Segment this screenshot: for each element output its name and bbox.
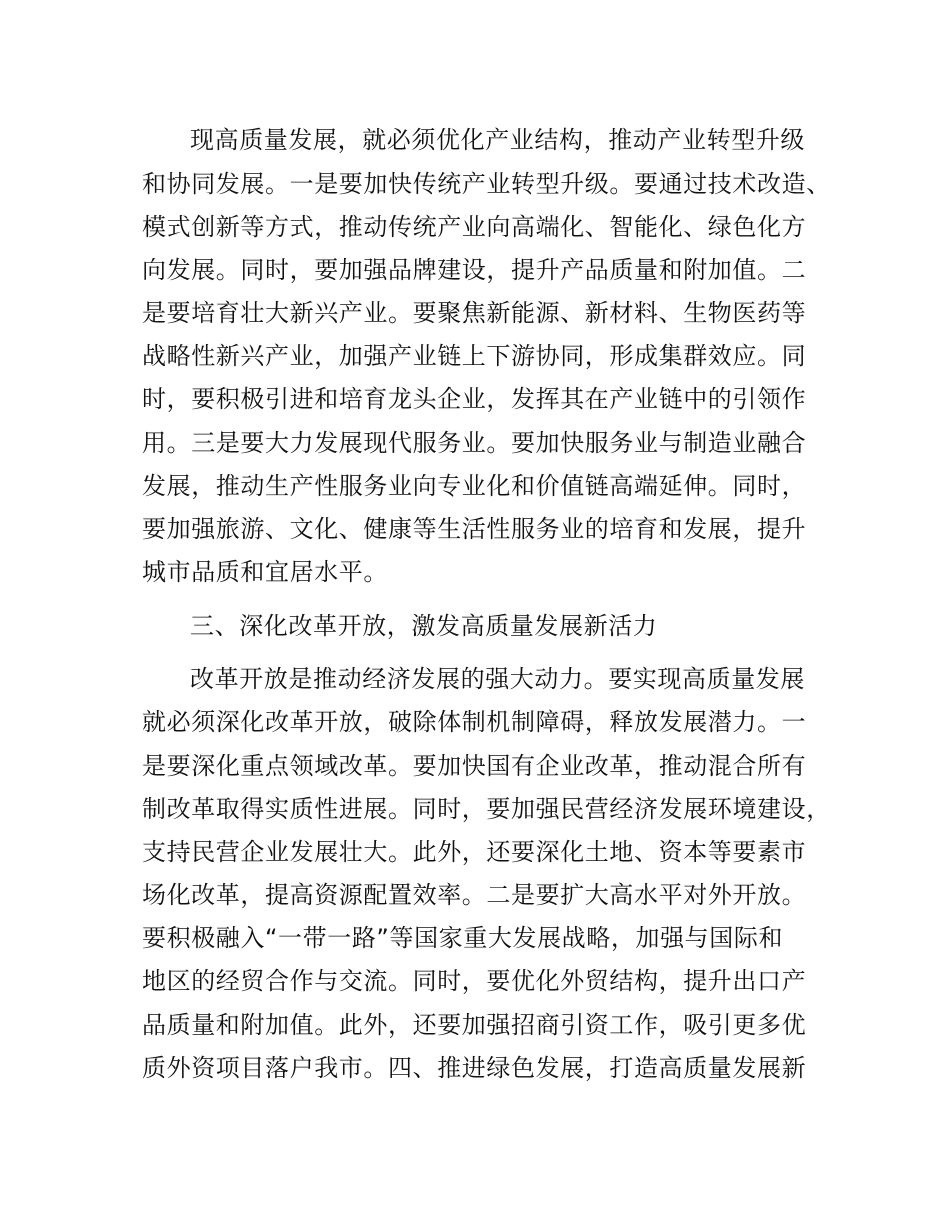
text-line: 和协同发展。一是要加快传统产业转型升级。要通过技术改造、 [142, 170, 831, 198]
text-line: 用。三是要大力发展现代服务业。要加快服务业与制造业融合 [142, 429, 807, 457]
text-line: 战略性新兴产业，加强产业链上下游协同，形成集群效应。同 [142, 342, 807, 370]
text-line: 要积极融入“一带一路”等国家重大发展战略，加强与国际和 [142, 924, 784, 952]
text-line: 向发展。同时，要加强品牌建设，提升产品质量和附加值。二 [142, 256, 807, 284]
section-heading: 三、深化改革开放，激发高质量发展新活力 [190, 612, 658, 640]
text-line: 现高质量发展，就必须优化产业结构，推动产业转型升级 [190, 126, 805, 154]
text-line: 地区的经贸合作与交流。同时，要优化外贸结构，提升出口产 [142, 967, 807, 995]
text-line: 制改革取得实质性进展。同时，要加强民营经济发展环境建设， [142, 795, 831, 823]
text-line: 改革开放是推动经济发展的强大动力。要实现高质量发展 [190, 665, 805, 693]
text-line: 支持民营企业发展壮大。此外，还要深化土地、资本等要素市 [142, 838, 807, 866]
text-line: 场化改革，提高资源配置效率。二是要扩大高水平对外开放。 [142, 881, 807, 909]
text-line: 时，要积极引进和培育龙头企业，发挥其在产业链中的引领作 [142, 385, 807, 413]
text-line: 品质量和附加值。此外，还要加强招商引资工作，吸引更多优 [142, 1011, 807, 1039]
text-line: 城市品质和宜居水平。 [142, 558, 388, 586]
text-line: 质外资项目落户我市。四、推进绿色发展，打造高质量发展新 [142, 1054, 807, 1082]
text-line: 发展，推动生产性服务业向专业化和价值链高端延伸。同时， [142, 472, 807, 500]
text-line: 模式创新等方式，推动传统产业向高端化、智能化、绿色化方 [142, 213, 807, 241]
text-line: 是要培育壮大新兴产业。要聚焦新能源、新材料、生物医药等 [142, 299, 807, 327]
text-line: 要加强旅游、文化、健康等生活性服务业的培育和发展，提升 [142, 515, 807, 543]
text-line: 就必须深化改革开放，破除体制机制障碍，释放发展潜力。一 [142, 708, 807, 736]
text-line: 是要深化重点领域改革。要加快国有企业改革，推动混合所有 [142, 752, 807, 780]
